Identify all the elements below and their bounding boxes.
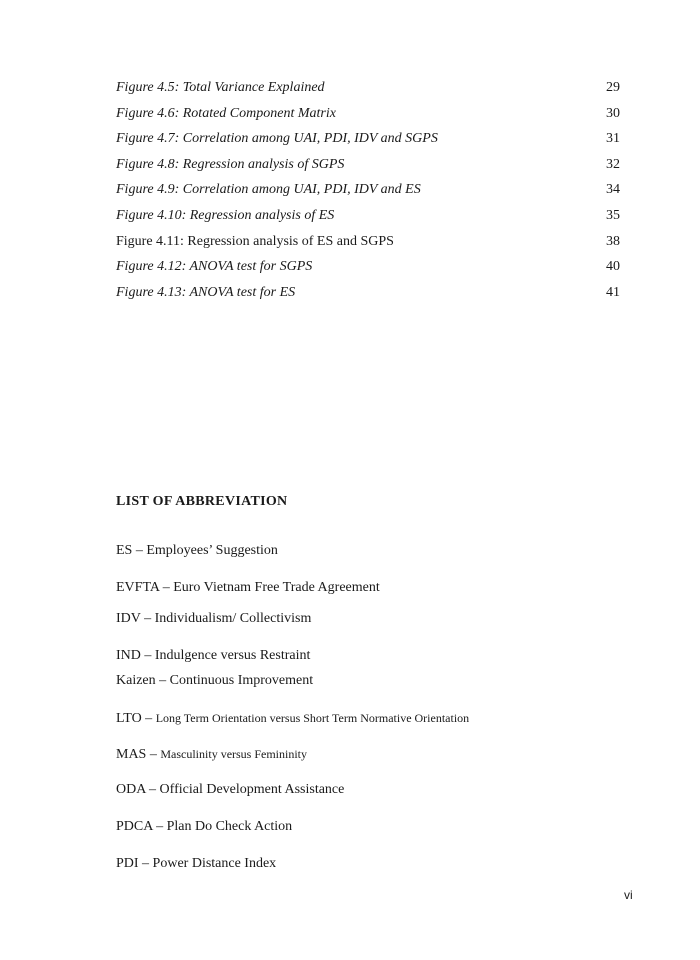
figure-title: Figure 4.9: Correlation among UAI, PDI, IDV and ES — [116, 182, 421, 198]
list-of-figures — [116, 80, 620, 310]
figure-page-number: 32 — [606, 156, 620, 172]
figure-page-number: 31 — [606, 131, 620, 147]
abbreviation-item-ind: IND – Indulgence versus Restraint — [116, 648, 311, 663]
abbreviation-term: LTO – — [116, 711, 156, 726]
abbreviation-item-lto — [116, 711, 469, 727]
figure-entry — [116, 182, 620, 208]
abbreviation-item-oda: ODA – Official Development Assistance — [116, 782, 345, 797]
figure-title: Figure 4.10: Regression analysis of ES — [116, 207, 335, 223]
figure-entry — [116, 234, 620, 260]
abbreviation-item-mas — [116, 747, 307, 763]
page-number: vi — [624, 888, 633, 902]
figure-title: Figure 4.5: Total Variance Explained — [116, 80, 325, 95]
figure-page-number: 35 — [606, 207, 620, 223]
figure-page-number: 34 — [606, 182, 620, 198]
abbreviation-item-kaizen: Kaizen – Continuous Improvement — [116, 673, 314, 688]
abbreviation-definition: Long Term Orientation versus Short Term Normative Orientation — [155, 711, 470, 725]
figure-page-number: 29 — [606, 80, 620, 95]
figure-title: Figure 4.8: Regression analysis of SGPS — [116, 156, 345, 172]
figure-entry — [116, 157, 620, 183]
abbreviation-item-pdi: PDI – Power Distance Index — [116, 856, 277, 871]
figure-title: Figure 4.13: ANOVA test for ES — [116, 284, 296, 300]
figure-entry — [116, 285, 620, 311]
abbreviation-definition: Masculinity versus Femininity — [160, 747, 308, 761]
figure-title: Figure 4.11: Regression analysis of ES and SGPS — [116, 233, 394, 249]
figure-entry — [116, 106, 620, 132]
figure-entry — [116, 259, 620, 285]
abbreviation-heading: LIST OF ABBREVIATION — [116, 494, 288, 509]
abbreviation-term: MAS – — [116, 747, 161, 762]
figure-page-number: 40 — [606, 259, 620, 275]
figure-entry — [116, 131, 620, 157]
figure-entry — [116, 80, 620, 106]
figure-page-number: 38 — [606, 233, 620, 249]
figure-title: Figure 4.6: Rotated Component Matrix — [116, 105, 336, 121]
abbreviation-item-evfta: EVFTA – Euro Vietnam Free Trade Agreement — [116, 580, 380, 595]
figure-page-number: 30 — [606, 105, 620, 121]
figure-title: Figure 4.12: ANOVA test for SGPS — [116, 259, 313, 275]
figure-page-number: 41 — [606, 284, 620, 300]
figure-title: Figure 4.7: Correlation among UAI, PDI, IDV and SGPS — [116, 131, 438, 147]
abbreviation-item-pdca: PDCA – Plan Do Check Action — [116, 819, 293, 834]
abbreviation-item-es: ES – Employees’ Suggestion — [116, 543, 278, 558]
figure-entry — [116, 208, 620, 234]
abbreviation-item-idv: IDV – Individualism/ Collectivism — [116, 611, 312, 626]
